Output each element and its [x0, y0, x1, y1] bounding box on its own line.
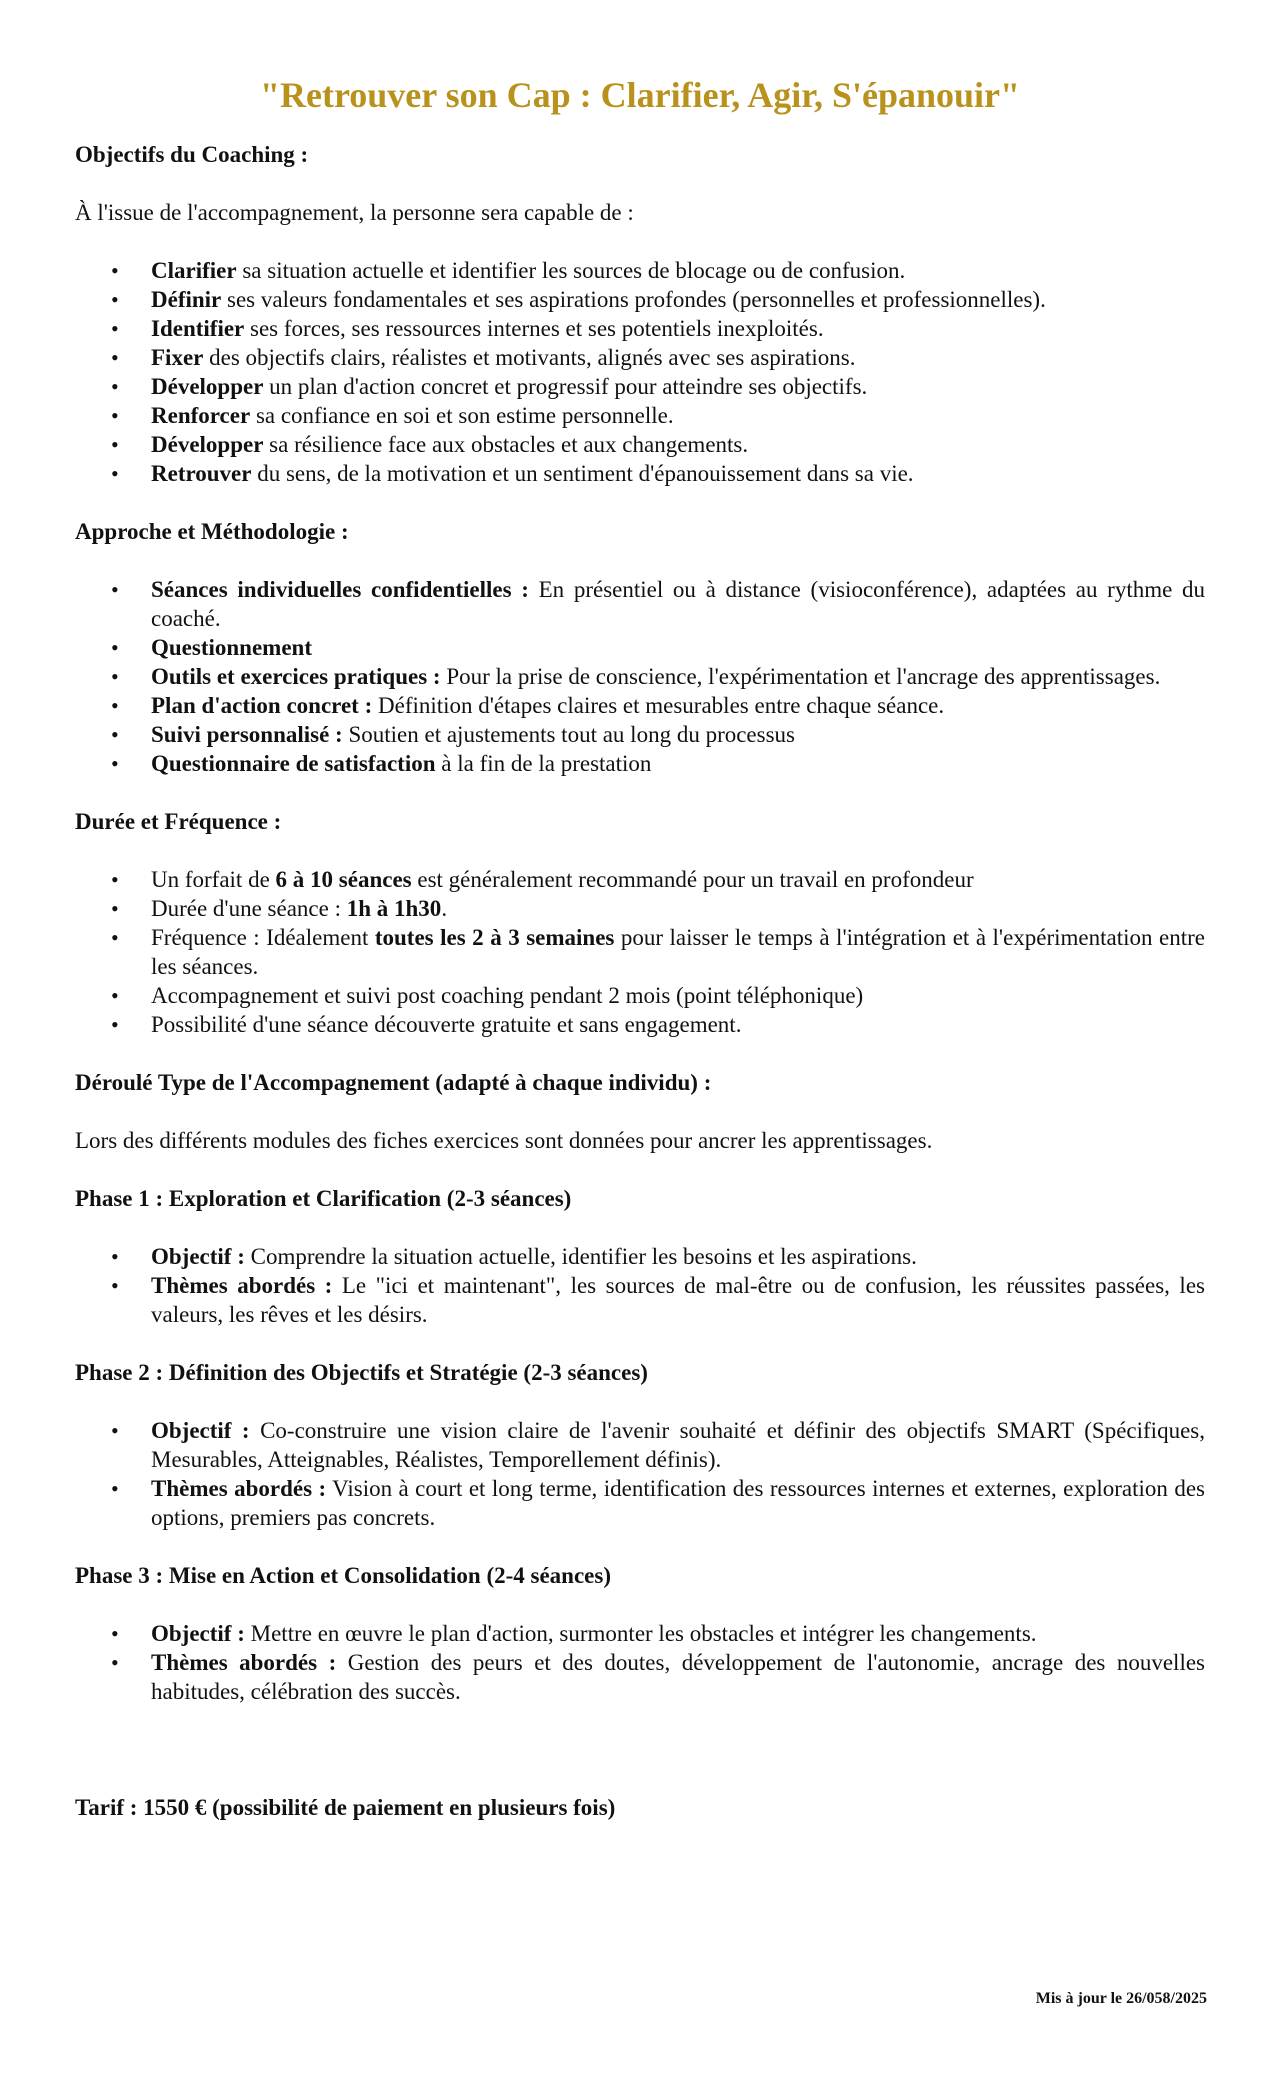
bullet-icon: • — [111, 867, 119, 892]
deroule-intro: Lors des différents modules des fiches exercices sont données pour ancrer les apprentissages. — [75, 1128, 933, 1153]
bullet-icon: • — [111, 722, 119, 747]
list-item: • Développer sa résilience face aux obstacles et aux changements. — [111, 432, 749, 457]
bullet-icon: • — [111, 983, 119, 1008]
list-item: • Objectif : Co-construire une vision claire de l'avenir souhaité et définir des objectifs SMART (Spécifiques, Mesurables, Atteignables, Réalistes, Temporellement définis). — [111, 1418, 1205, 1472]
list-item: • Objectif : Comprendre la situation actuelle, identifier les besoins et les aspirations. — [111, 1244, 917, 1269]
approche-list — [75, 575, 1205, 778]
document-title: "Retrouver son Cap : Clarifier, Agir, S'épanouir" — [260, 75, 1020, 115]
deroule-heading: Déroulé Type de l'Accompagnement (adapté à chaque individu) : — [75, 1070, 712, 1095]
list-item: • Renforcer sa confiance en soi et son estime personnelle. — [111, 403, 674, 428]
bullet-icon: • — [111, 345, 119, 370]
bullet-icon: • — [111, 287, 119, 312]
bullet-icon: • — [111, 403, 119, 428]
bullet-icon: • — [111, 925, 119, 950]
bullet-icon: • — [111, 432, 119, 457]
list-item: • Accompagnement et suivi post coaching pendant 2 mois (point téléphonique) — [111, 983, 864, 1008]
list-item: • Plan d'action concret : Définition d'étapes claires et mesurables entre chaque séance. — [111, 693, 945, 718]
phase-2-heading: Phase 2 : Définition des Objectifs et Stratégie (2-3 séances) — [75, 1360, 648, 1385]
list-item: • Questionnaire de satisfaction à la fin de la prestation — [111, 751, 652, 776]
list-item: • Fixer des objectifs clairs, réalistes et motivants, alignés avec ses aspirations. — [111, 345, 856, 370]
duree-list — [75, 865, 1205, 1039]
list-item: • Développer un plan d'action concret et progressif pour atteindre ses objectifs. — [111, 374, 868, 399]
bullet-icon: • — [111, 374, 119, 399]
list-item: • Possibilité d'une séance découverte gratuite et sans engagement. — [111, 1012, 742, 1037]
bullet-icon: • — [111, 635, 119, 660]
bullet-icon: • — [111, 1012, 119, 1037]
document-content — [75, 72, 1205, 1822]
tarif-line: Tarif : 1550 € (possibilité de paiement en plusieurs fois) — [75, 1795, 616, 1820]
list-item: • Outils et exercices pratiques : Pour la prise de conscience, l'expérimentation et l'ancrage des apprentissages. — [111, 664, 1161, 689]
bullet-icon: • — [111, 1418, 119, 1443]
list-item: • Retrouver du sens, de la motivation et un sentiment d'épanouissement dans sa vie. — [111, 461, 914, 486]
list-item: • Un forfait de 6 à 10 séances est généralement recommandé pour un travail en profondeur — [111, 867, 974, 892]
objectifs-list — [75, 256, 1205, 488]
list-item: • Questionnement — [111, 635, 312, 660]
phase-1-heading: Phase 1 : Exploration et Clarification (2-3 séances) — [75, 1186, 572, 1211]
bullet-icon: • — [111, 316, 119, 341]
phase-1-list — [75, 1242, 1205, 1329]
list-item: • Objectif : Mettre en œuvre le plan d'action, surmonter les obstacles et intégrer les changements. — [111, 1621, 1037, 1646]
bullet-icon: • — [111, 664, 119, 689]
objectifs-intro: À l'issue de l'accompagnement, la personne sera capable de : — [75, 200, 634, 225]
bullet-icon: • — [111, 1244, 119, 1269]
last-updated-date: Mis à jour le 26/058/2025 — [1035, 1990, 1207, 2007]
bullet-icon: • — [111, 1273, 119, 1298]
list-item: • Fréquence : Idéalement toutes les 2 à 3 semaines pour laisser le temps à l'intégration et à l'expérimentation entre les séances. — [111, 925, 1205, 979]
list-item: • Thèmes abordés : Gestion des peurs et des doutes, développement de l'autonomie, ancrage des nouvelles habitudes, célébration des succès. — [111, 1650, 1205, 1704]
list-item: • Séances individuelles confidentielles : En présentiel ou à distance (visioconférence), adaptées au rythme du coaché. — [111, 577, 1205, 631]
list-item: • Suivi personnalisé : Soutien et ajustements tout au long du processus — [111, 722, 795, 747]
approche-heading: Approche et Méthodologie : — [75, 519, 349, 544]
bullet-icon: • — [111, 461, 119, 486]
list-item: • Identifier ses forces, ses ressources internes et ses potentiels inexploités. — [111, 316, 824, 341]
bullet-icon: • — [111, 1621, 119, 1646]
phase-3-heading: Phase 3 : Mise en Action et Consolidation (2-4 séances) — [75, 1563, 611, 1588]
duree-heading: Durée et Fréquence : — [75, 809, 282, 834]
bullet-icon: • — [111, 577, 119, 602]
list-item: • Définir ses valeurs fondamentales et ses aspirations profondes (personnelles et professionnelles). — [111, 287, 1046, 312]
bullet-icon: • — [111, 751, 119, 776]
bullet-icon: • — [111, 693, 119, 718]
phase-2-list — [75, 1416, 1205, 1532]
list-item: • Thèmes abordés : Vision à court et long terme, identification des ressources internes et externes, exploration des options, premiers pas concrets. — [111, 1476, 1205, 1530]
phase-3-list — [75, 1619, 1205, 1706]
list-item: • Thèmes abordés : Le "ici et maintenant", les sources de mal-être ou de confusion, les réussites passées, les valeurs, les rêves et les désirs. — [111, 1273, 1205, 1327]
objectifs-heading: Objectifs du Coaching : — [75, 142, 309, 167]
bullet-icon: • — [111, 1650, 119, 1675]
bullet-icon: • — [111, 896, 119, 921]
bullet-icon: • — [111, 1476, 119, 1501]
bullet-icon: • — [111, 258, 119, 283]
list-item: • Clarifier sa situation actuelle et identifier les sources de blocage ou de confusion. — [111, 258, 906, 283]
list-item: • Durée d'une séance : 1h à 1h30. — [111, 896, 448, 921]
